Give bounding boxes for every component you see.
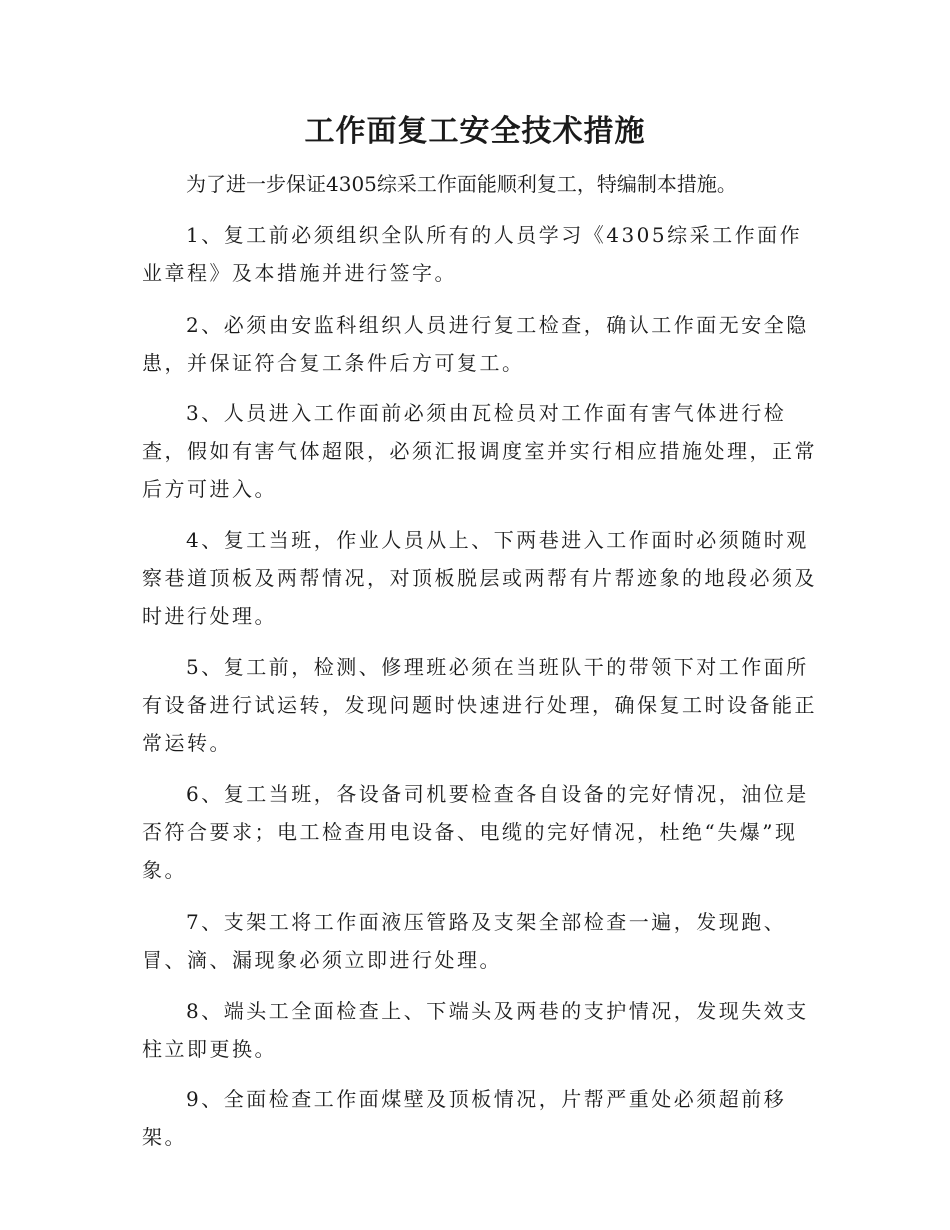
- measure-item-1: 1、复工前必须组织全队所有的人员学习《4305综采工作面作业章程》及本措施并进行签字。: [142, 223, 803, 285]
- measure-item-5: 5、复工前，检测、修理班必须在当班队干的带领下对工作面所有设备进行试运转，发现问题时快速进行处理，确保复工时设备能正常运转。: [142, 655, 817, 755]
- measure-item-6: 6、复工当班，各设备司机要检查各自设备的完好情况，油位是否符合要求；电工检查用电设备、电缆的完好情况，杜绝“失爆”现象。: [142, 782, 809, 882]
- measure-item-3: 3、人员进入工作面前必须由瓦检员对工作面有害气体进行检查，假如有害气体超限，必须汇报调度室并实行相应措施处理，正常后方可进入。: [142, 401, 817, 501]
- document-title: 工作面复工安全技术措施: [304, 114, 646, 149]
- intro-paragraph: 为了进一步保证4305综采工作面能顺利复工，特编制本措施。: [186, 172, 737, 196]
- measure-item-7: 7、支架工将工作面液压管路及支架全部检查一遍，发现跑、冒、滴、漏现象必须立即进行处理。: [142, 910, 787, 972]
- measure-item-2: 2、必须由安监科组织人员进行复工检查，确认工作面无安全隐患，并保证符合复工条件后方可复工。: [142, 313, 809, 375]
- measure-item-9: 9、全面检查工作面煤壁及顶板情况，片帮严重处必须超前移架。: [142, 1087, 787, 1149]
- measure-item-8: 8、端头工全面检查上、下端头及两巷的支护情况，发现失效支柱立即更换。: [142, 999, 809, 1061]
- measure-item-4: 4、复工当班，作业人员从上、下两巷进入工作面时必须随时观察巷道顶板及两帮情况，对顶板脱层或两帮有片帮迹象的地段必须及时进行处理。: [142, 528, 817, 628]
